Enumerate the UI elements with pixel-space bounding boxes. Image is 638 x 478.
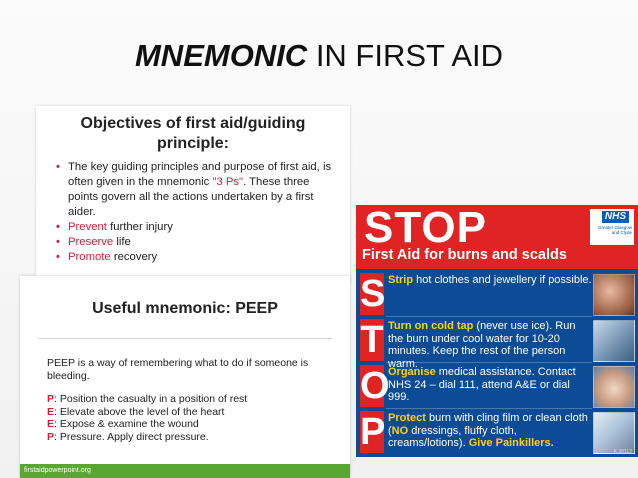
stop-row-final-highlight: Give Painkillers.: [468, 437, 554, 449]
stop-row-letter: O: [360, 365, 390, 407]
stop-word: STOP: [364, 205, 488, 252]
peep-steps: [47, 393, 350, 443]
peep-step: [47, 406, 350, 419]
nhs-logo-box: [590, 209, 634, 245]
poster-code-badge: K 38112: [613, 449, 632, 455]
objectives-intro-post: . These three points govern all the actions undertaken by a first aider.: [68, 176, 314, 218]
objectives-heading-line2: principle:: [156, 135, 229, 152]
stop-row-p: [356, 409, 638, 455]
peep-panel: [20, 276, 350, 478]
peep-step-letter: E: [47, 405, 55, 418]
tap-water-image: [593, 320, 635, 362]
stop-row-highlight: Strip: [388, 274, 414, 286]
objective-rest: further injury: [106, 221, 173, 233]
objectives-list: [56, 160, 350, 265]
list-item: [56, 250, 350, 265]
stop-row-body: medical assistance. Contact NHS 24 – dial 111, attend A&E or dial 999.: [388, 366, 576, 403]
objectives-heading-line1: Objectives of first aid/guiding: [80, 115, 306, 132]
stop-row-o: [356, 363, 638, 409]
stop-row-text: [388, 274, 592, 287]
nhs-logo: NHS: [602, 211, 629, 223]
cling-film-image: [593, 412, 635, 454]
stop-row-letter: S: [360, 273, 386, 315]
objective-keyword: Prevent: [68, 221, 107, 233]
peep-step-text: : Pressure. Apply direct pressure.: [54, 430, 209, 443]
peep-step-text: : Position the casualty in a position of rest: [54, 393, 248, 405]
objectives-panel: [36, 106, 350, 284]
stop-row-highlight: Protect: [388, 412, 426, 424]
stop-row-highlight: Turn on cold tap: [388, 320, 474, 332]
peep-step: [47, 393, 350, 406]
stop-row-body: (never use ice). Run the burn under cool water for 10-20 minutes. Keep the rest of the person warm.: [388, 320, 576, 370]
stop-row-body: burn with cling film or clean cloth (: [388, 412, 588, 437]
stop-row-letter: P: [360, 411, 386, 453]
stop-row-no-highlight: NO: [391, 424, 409, 437]
stop-row-highlight: Organise: [388, 366, 436, 378]
objective-keyword: Promote: [68, 251, 111, 263]
objective-keyword: Preserve: [68, 236, 114, 248]
peep-step-letter: P: [47, 430, 55, 443]
objective-rest: life: [113, 236, 131, 248]
stop-burns-poster: [356, 205, 638, 457]
stop-row-letter: T: [360, 319, 384, 361]
list-item: [56, 235, 350, 250]
stop-row-text: [388, 366, 592, 404]
stop-row-s: [356, 271, 638, 317]
peep-divider: [38, 338, 332, 339]
slide-title-rest: IN FIRST AID: [307, 38, 503, 73]
stop-header: [356, 205, 638, 269]
objective-rest: recovery: [110, 251, 158, 263]
peep-footer-source: firstaidpowerpoint.org: [20, 464, 350, 478]
objectives-intro: [56, 160, 338, 220]
slide-title: [0, 38, 638, 74]
objectives-intro-highlight: "3 Ps": [212, 176, 244, 188]
stop-row-body-extra: dressings, fluffy cloth, creams/lotions).: [388, 424, 517, 449]
peep-step-text: : Expose & examine the wound: [54, 418, 199, 430]
child-photo-image: [593, 274, 635, 316]
nhs-board-name: Greater Glasgow and Clyde: [597, 225, 632, 235]
peep-step-letter: E: [47, 418, 55, 430]
stop-subtitle: First Aid for burns and scalds: [362, 247, 567, 263]
slide-title-bold: MNEMONIC: [134, 38, 308, 73]
peep-step: [47, 418, 350, 431]
peep-intro: PEEP is a way of remembering what to do if someone is bleeding.: [47, 357, 309, 382]
peep-step: [47, 431, 350, 444]
peep-step-letter: P: [47, 393, 55, 405]
phone-call-image: [593, 366, 635, 408]
peep-step-text: : Elevate above the level of the heart: [54, 405, 225, 418]
stop-row-t: [356, 317, 638, 370]
stop-row-body: hot clothes and jewellery if possible.: [413, 274, 592, 286]
objectives-heading: [36, 114, 350, 154]
peep-heading: Useful mnemonic: PEEP: [92, 300, 278, 317]
stop-row-text: [388, 412, 592, 450]
objectives-intro-pre: The key guiding principles and purpose of first aid, is often given in the mnemonic: [68, 161, 332, 188]
list-item: [56, 220, 350, 235]
